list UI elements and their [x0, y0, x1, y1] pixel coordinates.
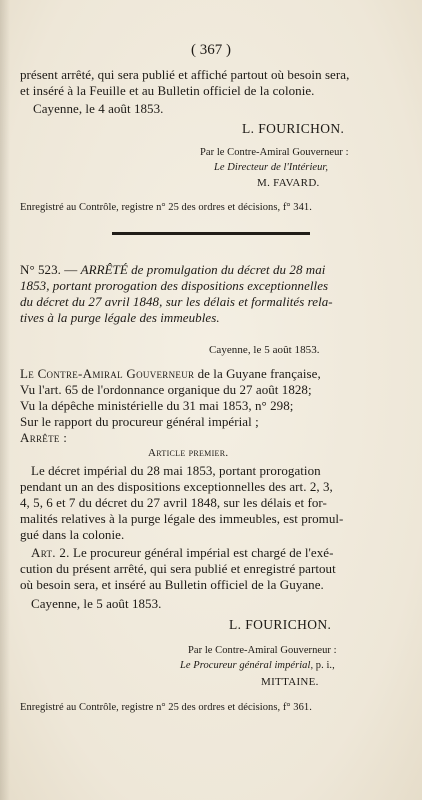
date-line: Cayenne, le 4 août 1853.	[33, 101, 164, 116]
closing-countersign-name: MITTAINE.	[261, 676, 319, 688]
preamble-line-4: Sur le rapport du procureur général impérial ;	[20, 414, 259, 429]
page-gutter-shadow	[0, 0, 10, 800]
closing-registration-note: Enregistré au Contrôle, registre n° 25 des ordres et décisions, f° 361.	[20, 702, 312, 713]
article1-line-5: gué dans la colonie.	[20, 527, 125, 542]
closing-signature-name: L. FOURICHON.	[229, 617, 332, 632]
decree-heading-line-4: tives à la purge légale des immeubles.	[20, 310, 220, 325]
decree-title-start: ARRÊTÉ de promulgation du décret du 28 mai	[80, 262, 326, 277]
decree-heading-line-3: du décret du 27 avril 1848, sur les délais et formalités rela-	[20, 294, 333, 309]
registration-note: Enregistré au Contrôle, registre n° 25 des ordres et décisions, f° 341.	[20, 202, 312, 213]
closing-countersign-title	[180, 660, 335, 672]
decree-heading-line-2: 1853, portant prorogation des dispositions exceptionnelles	[20, 278, 329, 293]
section-divider	[112, 232, 310, 235]
arrete-label: Arrête :	[20, 430, 68, 445]
text-line-1: présent arrêté, qui sera publié et affiché partout où besoin sera,	[20, 67, 350, 82]
preamble-line-3: Vu la dépêche ministérielle du 31 mai 1853, n° 298;	[20, 398, 294, 413]
prosecutor-interim: p. i.,	[313, 660, 335, 671]
decree-date: Cayenne, le 5 août 1853.	[209, 344, 320, 356]
article-heading: Article premier.	[148, 447, 229, 459]
article1-line-1: Le décret impérial du 28 mai 1853, portant prorogation	[31, 463, 321, 478]
decree-heading-line-1	[20, 262, 325, 277]
closing-date: Cayenne, le 5 août 1853.	[31, 596, 162, 611]
countersign-name: M. FAVARD.	[257, 177, 320, 189]
governor-title: Le Contre-Amiral Gouverneur	[20, 366, 195, 381]
article2-line-3: où besoin sera, et inséré au Bulletin officiel de la Guyane.	[20, 577, 324, 592]
governor-title-rest: de la Guyane française,	[194, 366, 321, 381]
article1-line-3: 4, 5, 6 et 7 du décret du 27 avril 1848, sur les délais et for-	[20, 495, 327, 510]
article1-line-2: pendant un an des dispositions exceptionnelles des art. 2, 3,	[20, 479, 333, 494]
article2-text: Le procureur général impérial est chargé de l'exé-	[69, 545, 334, 560]
article1-line-4: malités relatives à la purge légale des immeubles, est promul-	[20, 511, 344, 526]
countersign-title: Le Directeur de l'Intérieur,	[214, 162, 329, 173]
prosecutor-title: Le Procureur général impérial,	[180, 660, 314, 671]
signature-title: Par le Contre-Amiral Gouverneur :	[200, 147, 349, 158]
signature-name: L. FOURICHON.	[242, 121, 345, 136]
article2-line-2: cution du présent arrêté, qui sera publié et enregistré partout	[20, 561, 336, 576]
preamble-line-1	[20, 366, 321, 381]
decree-number: N° 523. —	[20, 262, 81, 277]
text-line-2: et inséré à la Feuille et au Bulletin officiel de la colonie.	[20, 83, 315, 98]
page-number: ( 367 )	[191, 42, 231, 58]
article2-label: Art. 2.	[31, 545, 70, 560]
article2-line-1	[31, 545, 334, 560]
preamble-line-2: Vu l'art. 65 de l'ordonnance organique du 27 août 1828;	[20, 382, 312, 397]
closing-signature-title: Par le Contre-Amiral Gouverneur :	[188, 645, 337, 656]
